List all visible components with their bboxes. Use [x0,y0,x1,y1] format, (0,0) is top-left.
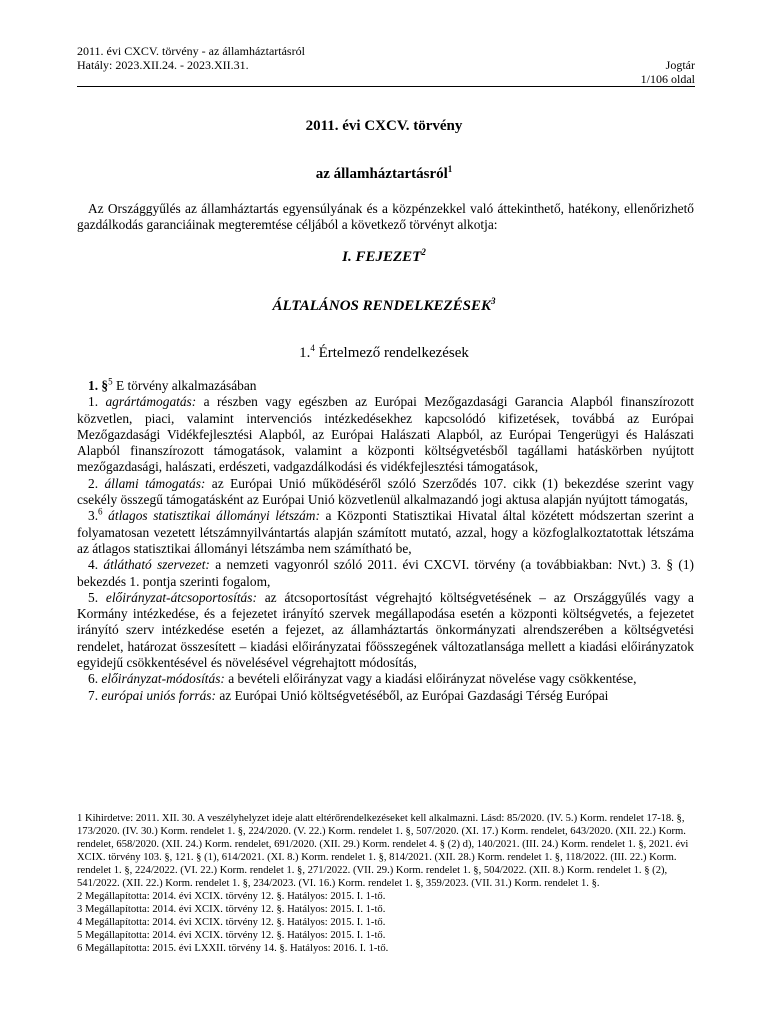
definition-term: előirányzat-átcsoportosítás: [105,589,257,605]
header-law-title: 2011. évi CXCV. törvény - az államháztartásról [77,44,305,58]
footnote-ref[interactable]: 1 [447,164,453,174]
definition-term: átlátható szervezet: [103,557,210,573]
footnote-ref[interactable]: 5 [108,376,113,387]
chapter-title-text: ÁLTALÁNOS RENDELKEZÉSEK [272,298,492,314]
definition-item: 5. előirányzat-átcsoportosítás: az átcsoportosítást végrehajtó költségvetésének – az Országgyűlés vagy a Kormány intézkedése, és a fejezetet irányító szervek megállapodása esetén a központi költségvetés, a fejezetet irányító szerv intézkedése esetén a fejezet, az államháztartás önkormányzati alrendszerében a költségvetési rendelet, határozat összesített – kiadási előirányzatai főösszegének változatlansága mellett a kiadási előirányzatok egyidejű csökkentésével és növelésével végrehajtott módosítás, [77,589,694,671]
definition-item: 1. agrártámogatás: a részben vagy egészben az Európai Mezőgazdasági Garancia Alapból finanszírozott közvetlen, piaci, valamint intervenciós intézkedésekhez kapcsolódó kifizetések, továbbá az Európai Mezőgazdasági Vidékfejlesztési Alapból, az Európai Halászati Alapból, az Európai Tengerügyi és Halászati Alapból finanszírozott támogatások, valamint a központi költségvetésből tagállami hatáskörben nyújtott mezőgazdasági, halászati, erdészeti, vadgazdálkodási és vidékfejlesztési támogatások, [77,394,694,475]
definition-text: a Központi Statisztikai Hivatal által közétett módszertan szerint a folyamatosan vezetett létszámnyilvántartás alapján számított mutató, azzal, hogy a közfoglalkoztatottak létszáma az átlagos statisztikai állományi létszámba nem számítható be, [77,508,694,556]
paragraph-number: 1. § [88,378,109,393]
chapter-label: I. FEJEZET [342,249,422,265]
header-page-number: 1/106 oldal [640,72,695,86]
footnote-ref[interactable]: 6 [98,506,103,517]
definition-term: állami támogatás: [104,475,206,491]
preamble [77,201,694,234]
definition-item: 6. előirányzat-módosítás: a bevételi előirányzat vagy a kiadási előirányzat növelése vagy csökkentése, [88,671,637,687]
definition-text: a bevételi előirányzat vagy a kiadási előirányzat növelése vagy csökkentése, [224,671,637,687]
footnote: 1 Kihirdetve: 2011. XII. 30. A veszélyhelyzet ideje alatt eltérőrendelkezéseket kell alkalmazni. Lásd: 85/2020. (IV. 5.) Korm. rendelet 17-18. §, 173/2020. (IV. 30.) Korm. rendelet 1. §, 224/2020. (V. 22.) Korm. rendelet 1. §, 507/2020. (XI. 17.) Korm. rendelet, 643/2020. (XII. 22.) Korm. rendelet, 658/2020. (XII. 24.) Korm. rendelet, 691/2020. (XII. 29.) Korm. rendelet 4. § (2) d), 140/2021. (III. 24.) Korm. rendelet 1. §, 2021. évi XCIX. törvény 103. §, 121. § (1), 614/2021. (XI. 8.) Korm. rendelet 1. §, 814/2021. (XII. 28.) Korm. rendelet 1. §, 118/2022. (III. 22.) Korm. rendelet 1. §, 224/2022. (VI. 22.) Korm. rendelet 1. §, 271/2022. (VII. 29.) Korm. rendelet 1. §, 504/2022. (XII. 8.) Korm. rendelet 1. § (2), 541/2022. (XII. 22.) Korm. rendelet 1. §, 234/2023. (VI. 16.) Korm. rendelet 1. §, 359/2023. (VII. 31.) Korm. rendelet 1. §. [77,813,689,889]
definition-term: agrártámogatás: [105,394,197,410]
definition-term: európai uniós forrás: [101,687,216,703]
footnote-ref[interactable]: 3 [491,296,496,306]
law-title: 2011. évi CXCV. törvény [305,118,463,134]
preamble-text: Az Országgyűlés az államháztartás egyensúlyának és a közpénzekkel való áttekinthető, hatékony, ellenőrizhető gazdálkodás garanciáinak megteremtése céljából a következő törvényt alkotja: [77,201,694,233]
chapter-heading [0,249,768,266]
definition-text: az átcsoportosítást végrehajtó költségvetésének – az Országgyűlés vagy a Kormány intézkedése, és a fejezetet irányító szervek megállapodása esetén a központi költségvetés, a fejezetet irányító szerv intézkedése esetén a fejezet, az államháztartás önkormányzati alrendszerében a költségvetési rendelet, határozat összesített – kiadási előirányzatai főösszegének változatlansága mellett a kiadási előirányzatok egyidejű csökkentésével és növelésével végrehajtott módosítás, [77,589,694,671]
section-heading [0,345,768,362]
paragraph-text: E törvény alkalmazásában [115,378,257,393]
definition-term: előirányzat-módosítás: [101,671,225,687]
definition-item: 3.$^6$ átlagos statisztikai állományi létszám: a Központi Statisztikai Hivatal által közétett módszertan szerint a folyamatosan vezetett létszámnyilvántartás alapján számított mutató, azzal, hogy a közfoglalkoztatottak létszáma az átlagos statisztikai állományi létszámba nem számítható be, [77,506,694,556]
footnote-ref[interactable]: 2 [421,247,426,257]
definition-item: 4. átlátható szervezet: a nemzeti vagyonról szóló 2011. évi CXCVI. törvény (a továbbiakban: Nvt.) 3. § (1) bekezdés 1. pontja szerinti fogalom, [77,557,694,589]
footnote: 3 Megállapította: 2014. évi XCIX. törvény 12. §. Hatályos: 2015. I. 1-tő. [77,904,386,915]
header-validity: Hatály: 2023.XII.24. - 2023.XII.31. [77,58,249,72]
page-header-right [641,58,695,86]
header-divider [77,86,695,87]
paragraph-intro [77,378,694,394]
law-subtitle-text: az államháztartásról [315,166,448,182]
chapter-title [0,298,768,315]
definition-text: a nemzeti vagyonról szóló 2011. évi CXCVI. törvény (a továbbiakban: Nvt.) 3. § (1) bekezdés 1. pontja szerinti fogalom, [77,557,694,589]
footnote: 2 Megállapította: 2014. évi XCIX. törvény 12. §. Hatályos: 2015. I. 1-tő. [77,891,386,902]
definition-text: a részben vagy egészben az Európai Mezőgazdasági Garancia Alapból finanszírozott közvetlen, piaci, valamint intervenciós intézkedésekhez kapcsolódó kifizetések, továbbá az Európai Mezőgazdasági Vidékfejlesztési Alapból, az Európai Halászati Alapból, az Európai Tengerügyi és Halászati Alapból finanszírozott támogatások, valamint a központi költségvetésből tagállami hatáskörben nyújtott mezőgazdasági, halászati, erdészeti, vadgazdálkodási és vidékfejlesztési támogatások, [77,394,694,475]
definition-term: átlagos statisztikai állományi létszám: [108,508,320,524]
definition-item: 2. állami támogatás: az Európai Unió működéséről szóló Szerződés 107. cikk (1) bekezdése szerint vagy csekély összegű támogatásként az Európai Unió közvetlenül alkalmazandó jogi aktusa alapján nyújtott támogatás, [77,475,694,508]
footnote: 4 Megállapította: 2014. évi XCIX. törvény 12. §. Hatályos: 2015. I. 1-tő. [77,917,386,928]
law-subtitle [0,166,768,183]
footnote: 5 Megállapította: 2014. évi XCIX. törvény 12. §. Hatályos: 2015. I. 1-tő. [77,930,386,941]
footnote: 6 Megállapította: 2015. évi LXXII. törvény 14. §. Hatályos: 2016. I. 1-tő. [77,943,389,954]
definition-text: az Európai Unió költségvetéséből, az Európai Gazdasági Térség Európai [215,687,609,703]
definition-item: 7. európai uniós forrás: az Európai Unió költségvetéséből, az Európai Gazdasági Térség Európai [88,687,609,703]
section-title: Értelmező rendelkezések [318,345,469,361]
header-brand: Jogtár [665,58,695,72]
definitions-block [77,378,694,704]
section-number: 1. [299,345,311,361]
footnote-ref[interactable]: 4 [310,343,315,353]
page-header-left [77,44,305,72]
footnotes [77,812,694,955]
definition-text: az Európai Unió működéséről szóló Szerződés 107. cikk (1) bekezdése szerint vagy csekély összegű támogatásként az Európai Unió közvetlenül alkalmazandó jogi aktusa alapján nyújtott támogatás, [77,475,694,508]
